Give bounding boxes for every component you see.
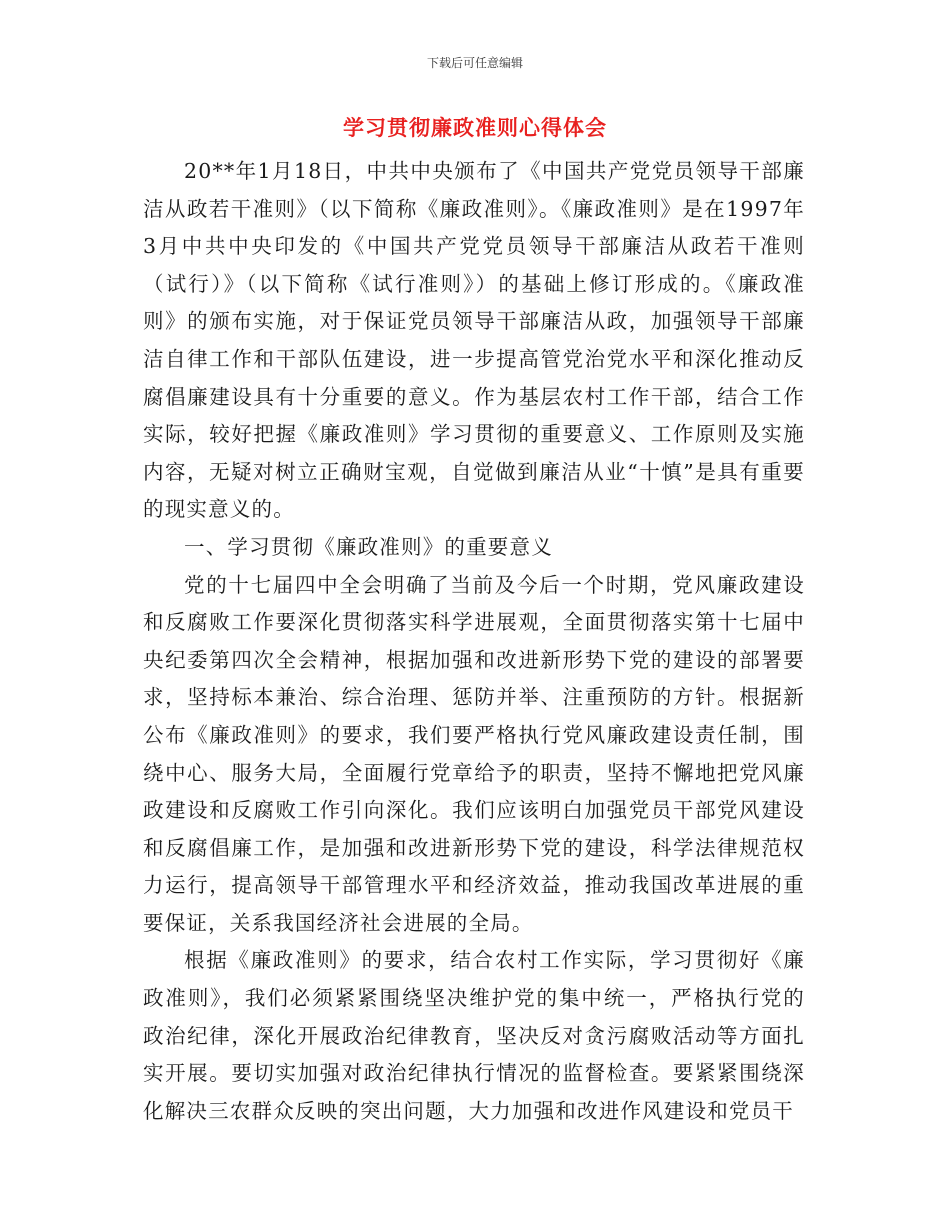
- paragraph-intro: 20**年1月18日，中共中央颁布了《中国共产党党员领导干部廉洁从政若干准则》（以下简称《廉政准则》。《廉政准则》是在1997年3月中共中央印发的《中国共产党党员领导干部廉洁从政若干准则（试行）》（以下简称《试行准则》）的基础上修订形成的。《廉政准则》的颁布实施，对于保证党员领导干部廉洁从政，加强领导干部廉洁自律工作和干部队伍建设，进一步提高管党治党水平和深化推动反腐倡廉建设具有十分重要的意义。作为基层农村工作干部，结合工作实际，较好把握《廉政准则》学习贯彻的重要意义、工作原则及实施内容，无疑对树立正确财宝观，自觉做到廉洁从业“十慎”是具有重要的现实意义的。: [143, 159, 805, 522]
- document-body: [143, 153, 805, 1130]
- section-heading-1: 一、学习贯彻《廉政准则》的重要意义: [184, 534, 553, 559]
- page-title: 学习贯彻廉政准则心得体会: [343, 116, 607, 140]
- paragraph-section-1: 党的十七届四中全会明确了当前及今后一个时期，党风廉政建设和反腐败工作要深化贯彻落实科学进展观，全面贯彻落实第十七届中央纪委第四次全会精神，根据加强和改进新形势下党的建设的部署要求，坚持标本兼治、综合治理、惩防并举、注重预防的方针。根据新公布《廉政准则》的要求，我们要严格执行党风廉政建设责任制，围绕中心、服务大局，全面履行党章给予的职责，坚持不懈地把党风廉政建设和反腐败工作引向深化。我们应该明白加强党员干部党风建设和反腐倡廉工作，是加强和改进新形势下党的建设，科学法律规范权力运行，提高领导干部管理水平和经济效益，推动我国改革进展的重要保证，关系我国经济社会进展的全局。: [143, 572, 805, 935]
- header-note: 下载后可任意编辑: [426, 56, 523, 70]
- paragraph-section-1-continued: 根据《廉政准则》的要求，结合农村工作实际，学习贯彻好《廉政准则》，我们必须紧紧围绕坚决维护党的集中统一，严格执行党的政治纪律，深化开展政治纪律教育，坚决反对贪污腐败活动等方面扎实开展。要切实加强对政治纪律执行情况的监督检查。要紧紧围绕深化解决三农群众反映的突出问题，大力加强和改进作风建设和党员干: [143, 948, 805, 1123]
